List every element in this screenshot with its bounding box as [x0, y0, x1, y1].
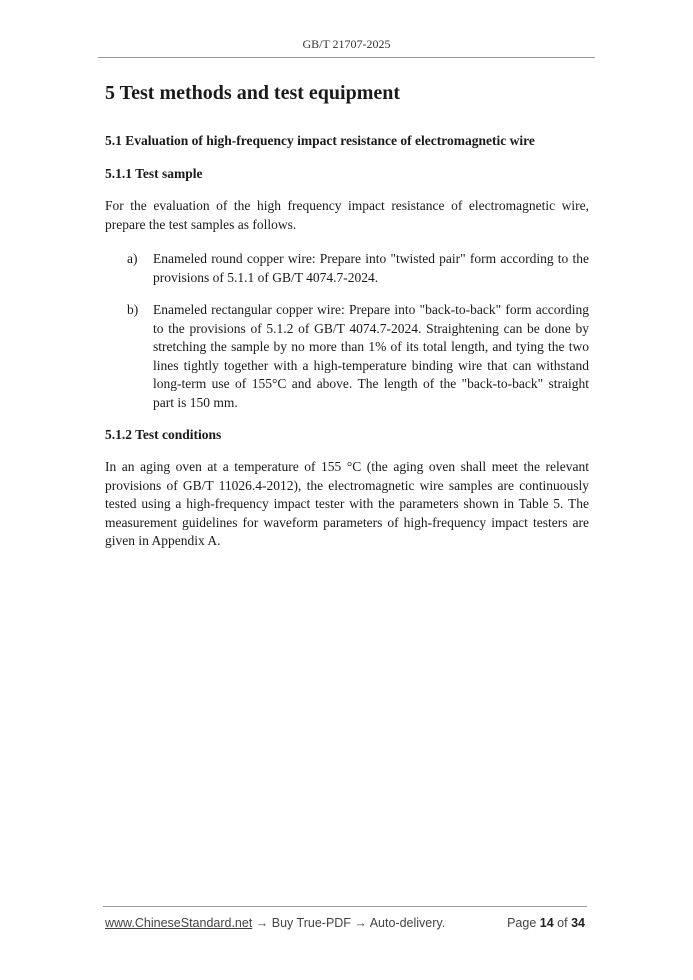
section-title: 5 Test methods and test equipment	[105, 82, 401, 104]
list-text: Enameled rectangular copper wire: Prepare into "back-to-back" form according to the provisions of 5.1.2 of GB/T 4074.7-2024. Straightening can be done by stretching the sample by no more than 1% of its total length, and tying the two lines tightly together with a high-temperature binding wire that can withstand long-term use of 155°C and above. The length of the "back-to-back" straight part is 150 mm.	[153, 302, 589, 410]
footer-divider	[103, 906, 587, 907]
test-sample-heading: 5.1.1 Test sample	[105, 166, 203, 181]
page-number	[507, 916, 585, 930]
page-total: 34	[571, 916, 585, 930]
page-current: 14	[539, 916, 554, 930]
list-item	[105, 301, 589, 412]
list-text: Enameled round copper wire: Prepare into "twisted pair" form according to the provisions of 5.1.1 of GB/T 4074.7-2024.	[153, 251, 589, 285]
test-conditions-text: In an aging oven at a temperature of 155 °C (the aging oven shall meet the relevant provisions of GB/T 11026.4-2012), the electromagnetic wire samples are continuously tested using a high-frequency impact tester with the parameters shown in Table 5. The measurement guidelines for waveform parameters of high-frequency impact testers are given in Appendix A.	[105, 459, 589, 548]
list-marker: a)	[127, 251, 138, 266]
website-link[interactable]: www.ChineseStandard.net	[105, 916, 253, 930]
page-header: GB/T 21707-2025	[302, 37, 391, 51]
list-item	[105, 250, 589, 287]
test-conditions-heading: 5.1.2 Test conditions	[105, 427, 222, 442]
footer-tagline: → Buy True-PDF → Auto-delivery.	[252, 916, 446, 930]
test-sample-intro: For the evaluation of the high frequency impact resistance of electromagnetic wire, prepare the test samples as follows.	[105, 198, 589, 232]
page-label: Page	[507, 916, 537, 930]
page-content	[105, 80, 589, 567]
subsection-title: 5.1 Evaluation of high-frequency impact resistance of electromagnetic wire	[105, 133, 535, 148]
page-of: of	[557, 916, 568, 930]
header-divider	[98, 57, 595, 58]
footer-left	[105, 916, 445, 930]
list-marker: b)	[127, 302, 139, 317]
